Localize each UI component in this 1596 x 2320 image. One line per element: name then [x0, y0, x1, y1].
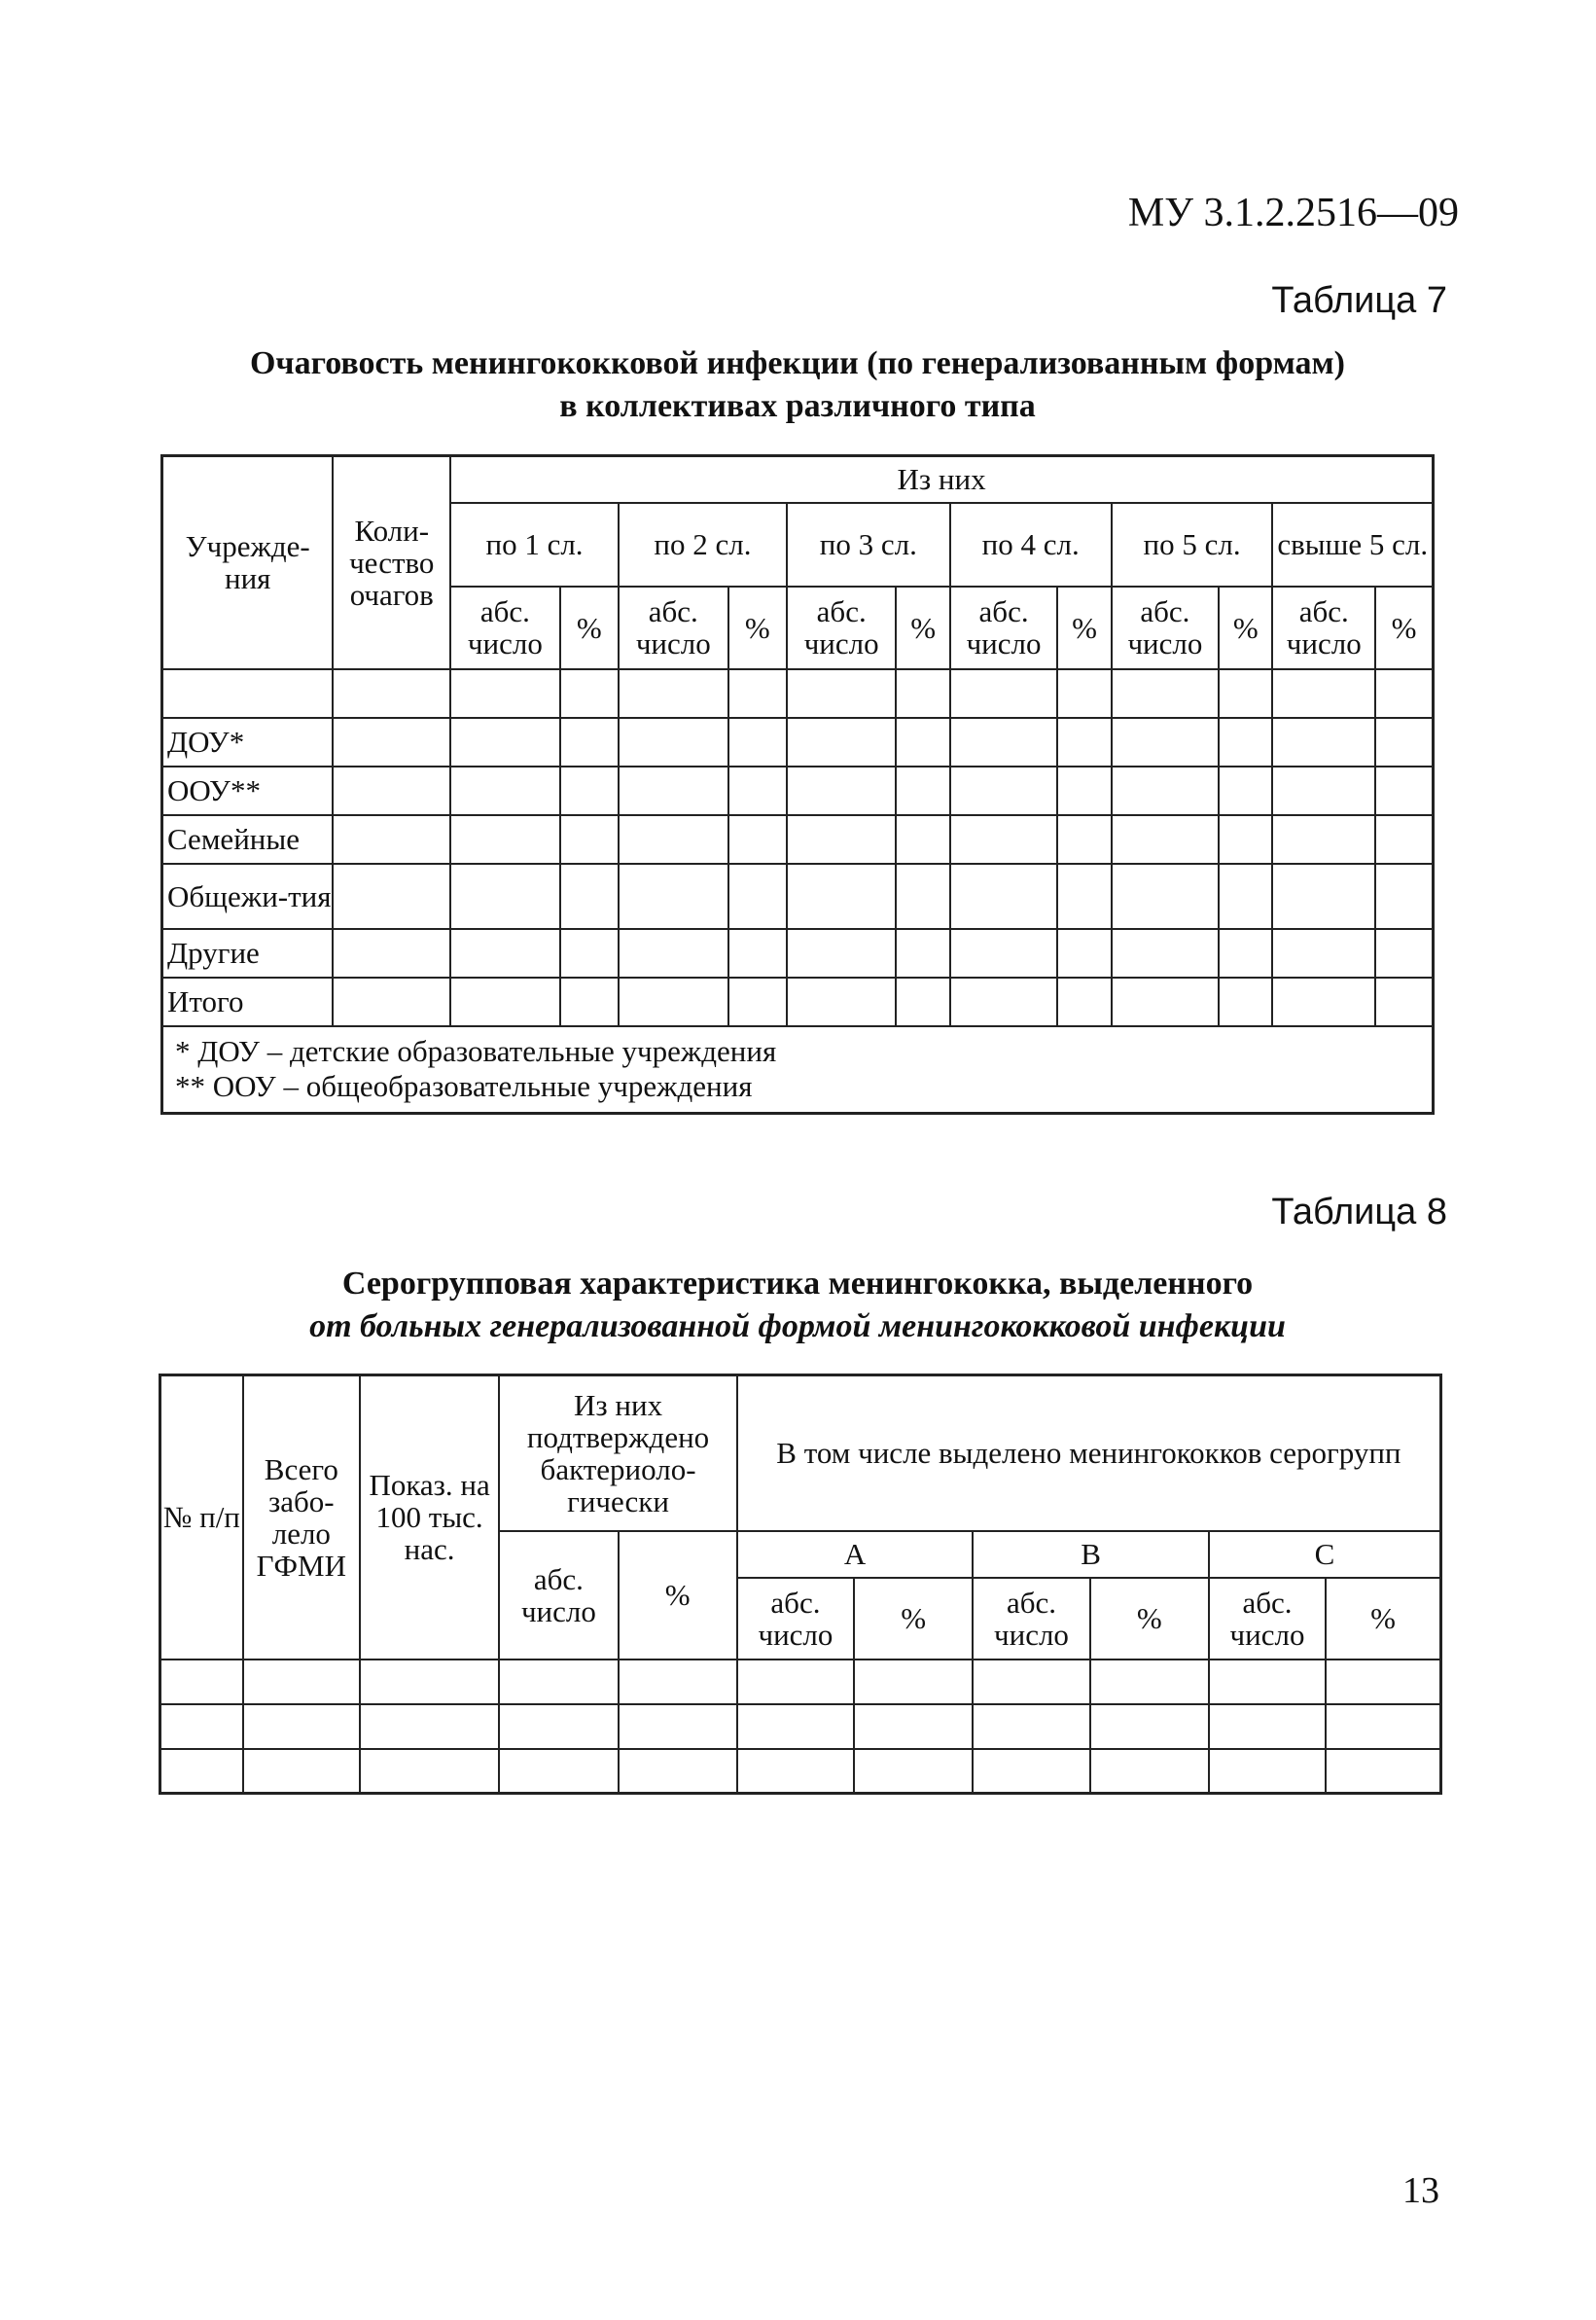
empty-cell: [1375, 978, 1433, 1026]
table7-title-line1: Очаговость менингококковой инфекции (по генерализованным формам): [249, 345, 1346, 381]
empty-cell: [560, 669, 619, 718]
table-row: [160, 1704, 1441, 1749]
empty-cell: [1219, 767, 1272, 815]
header-of-them: Из них: [450, 456, 1433, 503]
document-code: МУ 3.1.2.2516—09: [1127, 191, 1459, 235]
empty-cell: [1219, 864, 1272, 929]
table-row: [162, 718, 1434, 767]
empty-cell: [973, 1749, 1089, 1794]
empty-cell: [243, 1660, 360, 1704]
empty-cell: [560, 978, 619, 1026]
empty-cell: [1219, 815, 1272, 864]
empty-cell: [619, 767, 728, 815]
header-rate: Показ. на 100 тыс. нас.: [360, 1375, 499, 1660]
group-header: по 4 сл.: [950, 503, 1112, 587]
header-foci-count: Коли-чество очагов: [333, 456, 450, 669]
sub-header-abs: абс. число: [950, 587, 1058, 669]
empty-cell: [950, 864, 1058, 929]
empty-cell: [950, 929, 1058, 978]
empty-cell: [1112, 978, 1220, 1026]
table7: [160, 454, 1435, 1115]
footnote-dou: * ДОУ – детские образовательные учреждения: [175, 1034, 777, 1069]
empty-cell: [1272, 929, 1375, 978]
empty-cell: [728, 718, 787, 767]
sub-header-pct: %: [854, 1578, 973, 1660]
empty-cell: [619, 718, 728, 767]
empty-cell: [619, 864, 728, 929]
table7-title: [146, 342, 1449, 428]
group-header: по 3 сл.: [787, 503, 950, 587]
sub-header-abs: абс. число: [450, 587, 560, 669]
table-row: [160, 1749, 1441, 1794]
table7-label: Таблица 7: [1271, 280, 1447, 321]
empty-cell: [728, 767, 787, 815]
confirmed-pct-header: %: [619, 1531, 737, 1660]
empty-cell: [973, 1704, 1089, 1749]
empty-cell: [950, 718, 1058, 767]
empty-cell: [1057, 929, 1111, 978]
empty-cell: [1057, 978, 1111, 1026]
table7-title-line2: в коллективах различного типа: [559, 388, 1036, 424]
empty-cell: [896, 767, 949, 815]
empty-cell: [950, 767, 1058, 815]
empty-cell: [1326, 1660, 1440, 1704]
sub-header-abs: абс. число: [1112, 587, 1220, 669]
empty-cell: [728, 669, 787, 718]
empty-cell: [1272, 767, 1375, 815]
header-institution: Учрежде-ния: [162, 456, 334, 669]
empty-cell: [1209, 1704, 1326, 1749]
empty-cell: [1219, 929, 1272, 978]
empty-cell: [787, 864, 897, 929]
header-serogroups: В том числе выделено менингококков серогрупп: [737, 1375, 1441, 1531]
empty-cell: [619, 1704, 737, 1749]
page-number: 13: [1402, 2170, 1439, 2211]
row-label: Общежи-тия: [162, 864, 334, 929]
empty-cell: [1057, 669, 1111, 718]
empty-cell: [1219, 978, 1272, 1026]
group-header: свыше 5 сл.: [1272, 503, 1433, 587]
empty-cell: [450, 978, 560, 1026]
empty-cell: [1375, 864, 1433, 929]
empty-cell: [854, 1749, 973, 1794]
empty-cell: [360, 1749, 499, 1794]
empty-cell: [450, 669, 560, 718]
group-header: по 1 сл.: [450, 503, 619, 587]
empty-cell: [243, 1749, 360, 1794]
group-header: по 2 сл.: [619, 503, 787, 587]
table8-title: [146, 1263, 1449, 1348]
empty-cell: [560, 718, 619, 767]
sub-header-abs: абс. число: [619, 587, 728, 669]
empty-cell: [560, 864, 619, 929]
empty-cell: [1057, 767, 1111, 815]
empty-cell: [1090, 1660, 1209, 1704]
row-label: ДОУ*: [162, 718, 334, 767]
empty-cell: [333, 929, 450, 978]
sub-header-pct: %: [1090, 1578, 1209, 1660]
empty-cell: [243, 1704, 360, 1749]
empty-cell: [499, 1660, 618, 1704]
empty-cell: [560, 929, 619, 978]
empty-cell: [619, 1660, 737, 1704]
sub-header-pct: %: [1057, 587, 1111, 669]
row-label: Итого: [162, 978, 334, 1026]
empty-cell: [787, 718, 897, 767]
header-total-ill: Всего забо-лело ГФМИ: [243, 1375, 360, 1660]
empty-cell: [973, 1660, 1089, 1704]
empty-cell: [950, 978, 1058, 1026]
empty-cell: [499, 1704, 618, 1749]
serogroup-header: B: [973, 1531, 1209, 1578]
empty-cell: [1090, 1704, 1209, 1749]
empty-cell: [1326, 1704, 1440, 1749]
empty-cell: [1272, 978, 1375, 1026]
empty-cell: [737, 1704, 854, 1749]
empty-cell: [619, 929, 728, 978]
sub-header-pct: %: [1375, 587, 1433, 669]
empty-cell: [1272, 815, 1375, 864]
sub-header-abs: абс. число: [737, 1578, 854, 1660]
row-label: ООУ**: [162, 767, 334, 815]
header-number: № п/п: [160, 1375, 243, 1660]
empty-cell: [728, 864, 787, 929]
confirmed-abs-header: абс. число: [499, 1531, 618, 1660]
empty-cell: [1112, 718, 1220, 767]
empty-cell: [1112, 815, 1220, 864]
empty-cell: [1272, 669, 1375, 718]
empty-cell: [787, 815, 897, 864]
table-row: [162, 864, 1434, 929]
empty-cell: [1057, 815, 1111, 864]
empty-cell: [950, 669, 1058, 718]
sub-header-pct: %: [896, 587, 949, 669]
empty-cell: [1112, 767, 1220, 815]
table8-title-line1: Серогрупповая характеристика менингококка, выделенного: [341, 1266, 1254, 1302]
empty-cell: [854, 1660, 973, 1704]
row-label: Другие: [162, 929, 334, 978]
table-row: [162, 815, 1434, 864]
empty-cell: [450, 864, 560, 929]
empty-cell: [896, 669, 949, 718]
empty-cell: [333, 815, 450, 864]
empty-cell: [1090, 1749, 1209, 1794]
empty-cell: [1112, 929, 1220, 978]
sub-header-pct: %: [560, 587, 619, 669]
empty-cell: [896, 929, 949, 978]
serogroup-header: A: [737, 1531, 974, 1578]
empty-cell: [1057, 864, 1111, 929]
empty-cell: [619, 669, 728, 718]
sub-header-pct: %: [1326, 1578, 1440, 1660]
empty-cell: [1112, 669, 1220, 718]
empty-cell: [896, 718, 949, 767]
empty-cell: [787, 767, 897, 815]
empty-cell: [360, 1704, 499, 1749]
empty-cell: [1326, 1749, 1440, 1794]
empty-cell: [896, 978, 949, 1026]
empty-cell: [560, 767, 619, 815]
empty-cell: [619, 815, 728, 864]
empty-cell: [619, 1749, 737, 1794]
empty-cell: [787, 978, 897, 1026]
empty-cell: [854, 1704, 973, 1749]
table-row: [162, 929, 1434, 978]
sub-header-pct: %: [728, 587, 787, 669]
empty-cell: [450, 929, 560, 978]
empty-cell: [1272, 864, 1375, 929]
empty-cell: [737, 1749, 854, 1794]
empty-cell: [450, 718, 560, 767]
footnote-oou: ** ООУ – общеобразовательные учреждения: [175, 1069, 753, 1104]
empty-cell: [1209, 1660, 1326, 1704]
empty-cell: [787, 929, 897, 978]
empty-cell: [560, 815, 619, 864]
table-row: [162, 669, 1434, 718]
empty-cell: [619, 978, 728, 1026]
sub-header-pct: %: [1219, 587, 1272, 669]
empty-cell: [1219, 669, 1272, 718]
table7-footnotes: [162, 1026, 1434, 1114]
empty-cell: [1375, 929, 1433, 978]
empty-cell: [728, 929, 787, 978]
empty-cell: [160, 1749, 243, 1794]
empty-cell: [1209, 1749, 1326, 1794]
table-row: [160, 1660, 1441, 1704]
empty-cell: [1375, 669, 1433, 718]
table-row: [162, 978, 1434, 1026]
table8-title-line2: от больных генерализованной формой менингококковой инфекции: [309, 1308, 1286, 1344]
empty-cell: [896, 815, 949, 864]
empty-cell: [1112, 864, 1220, 929]
header-confirmed: Из них подтверждено бактериоло-гически: [499, 1375, 737, 1531]
empty-cell: [333, 864, 450, 929]
empty-cell: [450, 815, 560, 864]
empty-cell: [1375, 815, 1433, 864]
serogroup-header: C: [1209, 1531, 1441, 1578]
sub-header-abs: абс. число: [1272, 587, 1375, 669]
empty-cell: [950, 815, 1058, 864]
sub-header-abs: абс. число: [973, 1578, 1089, 1660]
row-label: Семейные: [162, 815, 334, 864]
row-label: [162, 669, 334, 718]
empty-cell: [160, 1660, 243, 1704]
empty-cell: [333, 669, 450, 718]
empty-cell: [333, 978, 450, 1026]
table8-label: Таблица 8: [1271, 1192, 1447, 1232]
empty-cell: [737, 1660, 854, 1704]
empty-cell: [1219, 718, 1272, 767]
empty-cell: [728, 978, 787, 1026]
empty-cell: [1375, 718, 1433, 767]
sub-header-abs: абс. число: [787, 587, 897, 669]
sub-header-abs: абс. число: [1209, 1578, 1326, 1660]
table8: [159, 1374, 1442, 1795]
empty-cell: [1375, 767, 1433, 815]
group-header: по 5 сл.: [1112, 503, 1273, 587]
empty-cell: [450, 767, 560, 815]
empty-cell: [333, 767, 450, 815]
empty-cell: [333, 718, 450, 767]
empty-cell: [728, 815, 787, 864]
empty-cell: [160, 1704, 243, 1749]
empty-cell: [1057, 718, 1111, 767]
empty-cell: [360, 1660, 499, 1704]
empty-cell: [787, 669, 897, 718]
table-row: [162, 767, 1434, 815]
empty-cell: [499, 1749, 618, 1794]
empty-cell: [896, 864, 949, 929]
empty-cell: [1272, 718, 1375, 767]
